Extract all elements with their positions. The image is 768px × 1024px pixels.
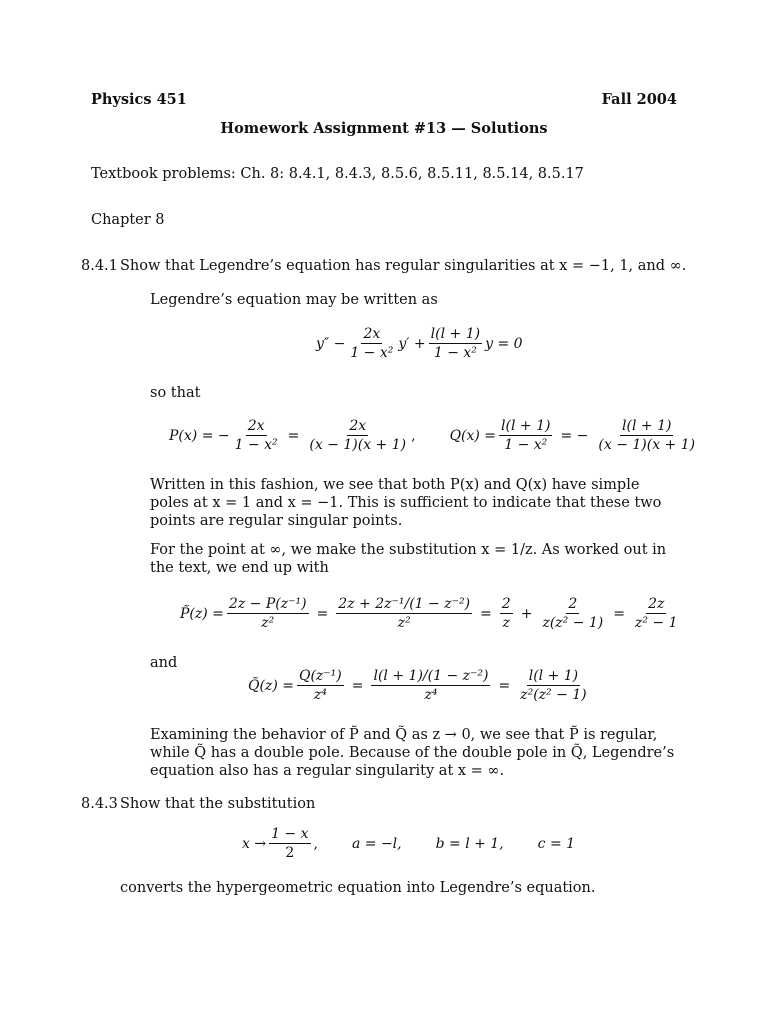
eq-term: P̃(z) =: [180, 605, 224, 622]
fraction: [596, 418, 697, 453]
denominator: (x − 1)(x + 1): [309, 437, 407, 453]
denominator: z: [502, 615, 510, 631]
numerator: 2z: [648, 596, 665, 612]
intro-text: Legendre’s equation may be written as: [150, 292, 438, 308]
fraction: [269, 826, 310, 861]
chapter-heading: Chapter 8: [91, 212, 165, 228]
numerator: 2x: [349, 418, 367, 434]
eq-operator: =: [613, 605, 625, 622]
fraction: [233, 418, 280, 453]
denominator: 1 − x²: [504, 437, 548, 453]
fraction: [336, 596, 472, 631]
fraction: [500, 596, 513, 631]
eq-term: y″ −: [316, 335, 346, 352]
fraction: [429, 326, 482, 361]
equation-P-tilde: [180, 596, 683, 631]
fraction: [633, 596, 680, 631]
fraction: [297, 668, 344, 703]
fraction: [371, 668, 490, 703]
eq-term: P(x) = −: [169, 427, 230, 444]
fraction: [307, 418, 408, 453]
fraction: [499, 418, 552, 453]
eq-term: Q̃(z) =: [248, 677, 294, 694]
eq-term: y = 0: [485, 335, 523, 352]
paragraph-conclusion: Examining the behavior of P̃ and Q̃ as z → 0, we see that P̃ is regular, while Q̃ has a double pole. Because of the double pole in Q̃, Legendre’s equation also has a regular singularity at x = ∞.: [150, 727, 675, 779]
eq-operator: =: [480, 605, 492, 622]
problem-number-841: 8.4.1: [81, 258, 118, 274]
eq-term: Q(x) =: [449, 427, 497, 444]
numerator: l(l + 1)/(1 − z⁻²): [373, 668, 489, 684]
numerator: l(l + 1): [501, 418, 551, 434]
fraction: [540, 596, 605, 631]
so-that-text: so that: [150, 385, 201, 401]
problem-statement-841: Show that Legendre’s equation has regular singularities at x = −1, 1, and ∞.: [120, 258, 687, 274]
assignment-title: Homework Assignment #13 — Solutions: [220, 120, 548, 137]
numerator: 2z + 2z⁻¹/(1 − z⁻²): [338, 596, 471, 612]
denominator: z² − 1: [635, 615, 678, 631]
numerator: l(l + 1): [528, 668, 579, 684]
eq-operator: =: [287, 427, 300, 444]
and-text: and: [150, 655, 178, 671]
denominator: z²: [261, 615, 275, 631]
eq-term: c = 1: [537, 835, 576, 852]
eq-operator: = −: [560, 427, 589, 444]
problem-statement-843: Show that the substitution: [120, 796, 316, 812]
eq-term: a = −l,: [351, 835, 402, 852]
conclusion-843: converts the hypergeometric equation into Legendre’s equation.: [120, 880, 596, 896]
numerator: 2: [568, 596, 578, 612]
eq-comma: ,: [411, 427, 416, 444]
eq-comma: ,: [313, 835, 318, 852]
equation-P-Q: [169, 418, 700, 453]
textbook-problems: Textbook problems: Ch. 8: 8.4.1, 8.4.3, 8.5.6, 8.5.11, 8.5.14, 8.5.17: [91, 166, 584, 182]
course-name: Physics 451: [91, 91, 187, 108]
term: Fall 2004: [601, 91, 677, 108]
eq-operator: +: [520, 605, 533, 622]
numerator: Q(z⁻¹): [298, 668, 342, 684]
fraction: [348, 326, 395, 361]
denominator: 1 − x²: [234, 437, 278, 453]
eq-term: y′ +: [398, 335, 426, 352]
fraction: [518, 668, 588, 703]
eq-term: b = l + 1,: [435, 835, 504, 852]
numerator: 2x: [247, 418, 265, 434]
denominator: z⁴: [424, 687, 438, 703]
numerator: 1 − x: [271, 826, 309, 842]
equation-legendre: [316, 326, 523, 361]
numerator: 2z − P(z⁻¹): [228, 596, 307, 612]
fraction: [227, 596, 309, 631]
denominator: z⁴: [313, 687, 327, 703]
eq-operator: =: [498, 677, 511, 694]
denominator: 2: [285, 845, 295, 861]
denominator: 1 − x²: [350, 345, 394, 361]
equation-substitution: [242, 826, 575, 861]
paragraph-substitution: For the point at ∞, we make the substitution x = 1/z. As worked out in the text, we end up with: [150, 542, 667, 576]
denominator: z²(z² − 1): [520, 687, 587, 703]
equation-Q-tilde: [248, 668, 592, 703]
numerator: 2x: [363, 326, 381, 342]
denominator: (x − 1)(x + 1): [598, 437, 696, 453]
problem-number-843: 8.4.3: [81, 796, 118, 812]
eq-operator: =: [316, 605, 329, 622]
eq-term: x →: [242, 835, 267, 852]
numerator: l(l + 1): [622, 418, 672, 434]
numerator: 2: [501, 596, 511, 612]
denominator: 1 − x²: [433, 345, 477, 361]
eq-operator: =: [351, 677, 364, 694]
denominator: z(z² − 1): [542, 615, 604, 631]
denominator: z²: [397, 615, 411, 631]
numerator: l(l + 1): [430, 326, 481, 342]
paragraph-simple-poles: Written in this fashion, we see that both P(x) and Q(x) have simple poles at x = 1 and x = −1. This is sufficient to indicate that these two points are regular singular points.: [150, 477, 662, 529]
